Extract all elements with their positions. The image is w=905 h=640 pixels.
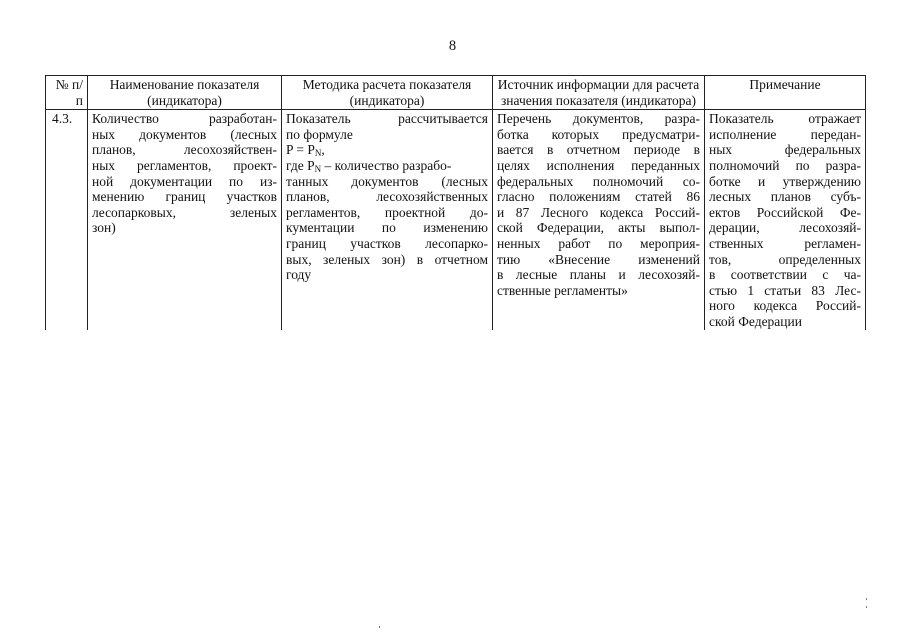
source-line: ненных работ по мероприя- xyxy=(497,235,700,251)
method-line: кументации по изменению xyxy=(286,220,488,236)
name-line: ных документов (лесных xyxy=(92,126,277,142)
formula-subscript: N xyxy=(314,148,322,159)
scan-speck xyxy=(866,598,867,600)
name-line: планов, лесохозяйствен- xyxy=(92,142,277,158)
note-line: лесных планов субъ- xyxy=(709,189,861,205)
source-line: вается в отчетном периоде в xyxy=(497,142,700,158)
header-name: Наименование показателя (индикатора) xyxy=(88,76,282,110)
scan-speck xyxy=(379,626,380,628)
note-line: ботке и утверждению xyxy=(709,173,861,189)
source-line: Перечень документов, разра- xyxy=(497,111,700,127)
formula-text: P = P xyxy=(286,142,315,158)
definition-line xyxy=(286,158,488,174)
formula-comma: , xyxy=(321,142,325,158)
method-line: планов, лесохозяйственных xyxy=(286,189,488,205)
note-line: полномочий по разра- xyxy=(709,157,861,173)
note-line: в соответствии с ча- xyxy=(709,267,861,283)
name-line: ных регламентов, проект- xyxy=(92,157,277,173)
note-line: исполнение передан- xyxy=(709,126,861,142)
header-num: № п/п xyxy=(46,76,88,110)
row-method xyxy=(282,110,493,330)
note-line: ектов Российской Фе- xyxy=(709,204,861,220)
scan-speck xyxy=(866,606,867,608)
definition-subscript: N xyxy=(314,163,322,174)
method-line: границ участков лесопарко- xyxy=(286,235,488,251)
header-note: Примечание xyxy=(705,76,866,110)
note-line: дерации, лесохозяй- xyxy=(709,220,861,236)
row-note xyxy=(705,110,866,330)
indicator-table xyxy=(45,75,866,330)
source-line: федеральных полномочий со- xyxy=(497,173,700,189)
method-line: Показатель рассчитывается xyxy=(286,111,488,127)
row-source xyxy=(493,110,705,330)
method-line: танных документов (лесных xyxy=(286,173,488,189)
source-line: целях исполнения переданных xyxy=(497,157,700,173)
note-line: ской Федерации xyxy=(709,313,802,329)
source-line: тию «Внесение изменений xyxy=(497,251,700,267)
name-line: лесопарковых, зеленых xyxy=(92,204,277,220)
method-line: по формуле xyxy=(286,126,353,142)
source-line: ботка которых предусматри- xyxy=(497,126,700,142)
source-line: в лесные планы и лесохозяй- xyxy=(497,267,700,283)
definition-text: – количество разрабо- xyxy=(321,157,452,173)
source-line: и 87 Лесного кодекса Россий- xyxy=(497,204,700,220)
source-line: ской Федерации, акты выпол- xyxy=(497,220,700,236)
note-line: Показатель отражает xyxy=(709,111,861,127)
method-line: вых, зеленых зон) в отчетном xyxy=(286,251,488,267)
header-source: Источник информации для расчета значения показателя (индикатора) xyxy=(493,76,705,110)
source-line: гласно положениям статей 86 xyxy=(497,189,700,205)
name-line: менению границ участков xyxy=(92,189,277,205)
method-line: регламентов, проектной до- xyxy=(286,204,488,220)
name-line: ной документации по из- xyxy=(92,173,277,189)
row-indicator-name xyxy=(88,110,282,330)
note-line: ственных регламен- xyxy=(709,235,861,251)
note-line: тов, определенных xyxy=(709,251,861,267)
definition-var: где P xyxy=(286,157,315,173)
name-line: зон) xyxy=(92,220,116,236)
row-number: 4.3. xyxy=(46,110,88,330)
table-header-row xyxy=(46,76,866,110)
method-line: году xyxy=(286,267,312,283)
note-line: ных федеральных xyxy=(709,142,861,158)
note-line: ного кодекса Россий- xyxy=(709,298,861,314)
formula-line xyxy=(286,142,488,158)
note-line: стью 1 статьи 83 Лес- xyxy=(709,282,861,298)
source-line: ственные регламенты» xyxy=(497,282,628,298)
page-number: 8 xyxy=(448,38,457,54)
header-method: Методика расчета показателя (индикатора) xyxy=(282,76,493,110)
name-line: Количество разработан- xyxy=(92,111,277,127)
table-row xyxy=(46,110,866,330)
